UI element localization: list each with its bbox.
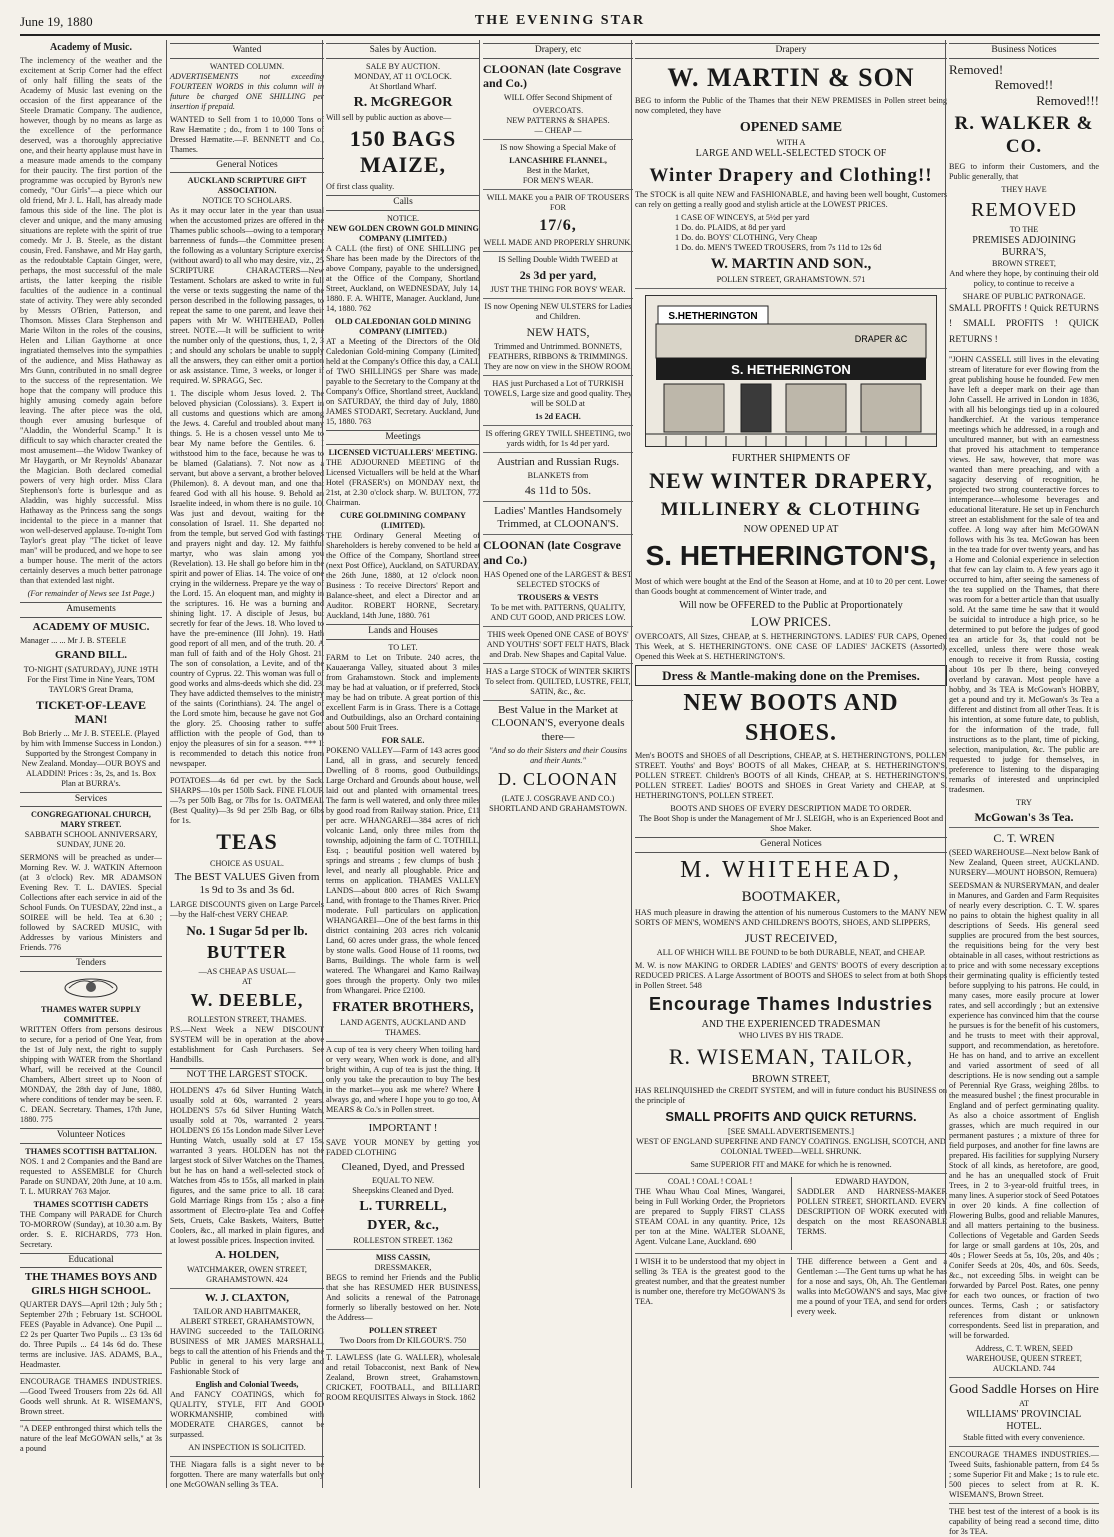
tradesman: AND THE EXPERIENCED TRADESMAN [701,1018,881,1030]
removed-3: Removed!!! [1036,93,1099,109]
frater-name: FRATER BROTHERS, [332,1000,474,1016]
removed-1: Removed! [949,61,1004,77]
low-prices: LOW PRICES. [751,613,831,629]
rugs: Austrian and Russian Rugs. [496,455,620,468]
share: SHARE OF PUBLIC PATRONAGE. [962,292,1086,302]
cure-title: CURE GOLDMINING COMPANY (LIMITED). [340,511,466,531]
overcoats: OVERCOATS. [532,105,584,115]
section-wanted: Wanted [170,43,324,59]
opened: HAS Opened one of the LARGEST & BEST SELECTED STOCKS of [484,569,632,589]
removed-big: REMOVED [971,198,1077,221]
wren-name: C. T. WREN [993,831,1055,846]
section-general-notices: General Notices [170,158,324,174]
important: IMPORTANT ! [368,1122,438,1135]
d-cloonan: D. CLOONAN [498,768,618,789]
coal-ad [635,1177,785,1250]
bottom-ads [635,1177,947,1250]
school-body: QUARTER DAYS—April 12th ; July 5th ; September 27th ; February 1st. SCHOOL FEES (Payable in Advance). One Pupil ... £2 2s per Quarter Two Pupils ... £3 13s 6d do. Three Pupils ... £4 14s 6d do. These terms are inclusive. JAS. ADAMS, B.A., Headmaster. [20,1299,162,1369]
winter-drapery: Winter Drapery and Clothing!! [649,164,933,186]
removed-2: Removed!! [994,77,1054,93]
haydon-body: SADDLER AND HARNESS-MAKER POLLEN STREET, SHORTLAND. EVERY DESCRIPTION OF WORK executed with despatch on the most REASONABLE TERMS. [797,1186,947,1236]
butter-title: BUTTER [206,941,288,962]
durable: ALL OF WHICH WILL BE FOUND to be both DURABLE, NEAT, and CHEAP. [656,947,926,957]
relinquished: HAS RELINQUISHED the CREDIT SYSTEM, and will in future conduct his BUSINESS on the principle of [635,1085,947,1105]
opened-same: OPENED SAME [739,120,843,136]
wanted-column-title: WANTED COLUMN. [209,61,285,71]
millinery: MILLINERY & CLOTHING [660,499,922,521]
maize: 150 BAGS MAIZE, [349,125,457,178]
stock-body: The STOCK is all quite NEW and FASHIONABLE, and having been well bought, Customers can rely on getting a really good and stylish article at the LOWEST PRICES. [635,189,947,209]
wren-body: SEEDSMAN & NURSERYMAN, and dealer in Manures, and Garden and Farm Requisites of nearly every description. C. T. W. spares no pains to obtain the highest quality in all descriptions of Seeds. His general seed supplies are procured from the best sources, the requisitions being for the very best obtainable in all cases, without restrictions as to price and with some necessary exceptions their germinating quality is efficiently tested before supplying to his patrons. He could, in many cases, more easily procure at lower rates, and sell accordingly ; but an extensive experience has convinced him that the course he pursues is for the benefit of his customers, and he trusts to meet with their approval, support, and recommendation, as heretofore. He has on hand, and to arrive an excellent and varied assortment of seed of all descriptions. He is now sending out a sample of Perennial Rye Grass, weighing 28lbs. to the measured bushel ; the finest procurable in England and of perfect germinating quality. As also a choice assortment of English grasses, which are much required in our permanent pastures ; a mixture of three for field purposes, and another for fine lawns are prepared. His facilities for supplying Nursery Stock of all kinds, as heretofore, are good, and he has an unequalled stock of Fruit Trees, in 2 to 3-year-old fruitful trees, in many lines. A superior stock of Seed Potatoes in over 20 kinds. A fine collection of Flowering Bulbs, good and reliable Manures, and all matters pertaining to the business. Collections of Vegetable and Garden Seeds for large or small gardens at 10s, 20s, and 40s ; Flower Seeds at 5s, 10s, 20s, and 40s ; Conifer Seeds at 20s, 40s, and 60s. Seeds, &c., not exceeding 5lbs. in weight can be forwarded by Parcel Post. Rates, one penny for each two ounces, or fraction of two ounces. Terms, Cash ; or satisfactory references from distant or unknown correspondents. Seed list in preparation, and will be forwarded. [949,881,1099,1341]
cloonan-header-2: CLOONAN (late Cosgrave and Co.) [483,538,621,568]
stock-list [635,213,947,253]
ticket-title: TICKET-OF-LEAVE MAN! [35,697,147,727]
encourage-ad-2: ENCOURAGE THAMES INDUSTRIES.—Tweed Suits, fashionable pattern, from £4 5s ; some Superior Fit and Make ; 1s to rule etc. 500 pieces to select from at R. K. WISEMAN'S, Brown Street. [949,1450,1099,1500]
discounts: LARGE DISCOUNTS given on Large Parcels—by the Half-chest VERY CHEAP. [170,899,324,919]
sale-advert: SALE BY AUCTION. [365,61,441,71]
showing: IS now Showing a Special Make of [500,142,616,152]
provisions-ad: POTATOES—4s 6d per cwt. by the Sack. SHARPS—10s per 150lb Sack. FINE FLOUR—7s per 50lb Bag, or 7lbs for 1s. OATMEAL (Best Quality)—3s 9d per 25lb Bag, or 6lbs for 1s. [170,776,324,826]
difference-ad: THE difference between a Gent and a Gentleman :—The Gent turns up what he has for a nose and says, Oh, Ah. The Gentleman walks into McGOWAN'S and says, Mac give me a pound of your TEA, and send for orders every week. [791,1257,947,1317]
try-label: TRY [1016,797,1032,807]
cleaned-dyed: Cleaned, Dyed, and Pressed [341,1160,465,1173]
caledonian-body: AT a Meeting of the Directors of the Old Caledonian Gold-mining Company (Limited) held at the Company's Office this day, a CALL of TWO SHILLINGS per Share was made, payable to the Secretary to the Company at the Company's Office, Shortland street, Auckland, on SATURDAY, the third day of July, 1880. JAMES STODART, Secretary. Auckland, June 15, 1880. 763 [326,336,480,426]
scripture-body: As it may occur later in the year than usual when the accustomed prizes are offered in the Thames public schools—owing to a temporary barrenness of funds—the Committee present the following as a voluntary Scripture exercise (without award) to all who may desire, viz., 25 SCRIPTURE CHARACTERS—New Testament. Scholars are asked to write in full the verse or texts suggesting the name of the person described in the following passages, to repeat the same to one parent, and leave their papers with Mr W. WHITEHEAD, Pollen street. NOTE.—It will be sufficient to write the number only of the questions, thus, 1, 2, 3 ; and should any scholars be unable to supply all the answers, they can either omit a portion or ask assistance. Time, 3 weeks, or longer if required. W. SPRAGG, Sec. [170,206,324,386]
church-title: CONGREGATIONAL CHURCH, MARY STREET. [31,810,151,830]
boot-shop: The Boot Shop is under the Management of Mr J. SLEIGH, who is an Experienced Boot and Shoe Maker. [638,814,944,833]
skirts: HAS a Large STOCK of WINTER SKIRTS To select from. QUILTED, LUSTRE, FELT, SATIN, &c., &c. [485,666,631,696]
column-5 [631,40,950,1488]
section-drapery: Drapery [635,43,947,59]
column-4 [479,40,636,1488]
save-money: SAVE YOUR MONEY by getting you FADED CLOTHING [326,1137,480,1157]
shop-sign-main: S. HETHERINGTON [731,362,851,378]
lawless-ad: T. LAWLESS (late G. WALLER), wholesale and retail Tobacconist, next Bank of New Zealand, Brown street, Grahamstown. CRICKET, FOOTBALL, and BILLIARD ROOM REQUISITES Always in Stock. 1862 [326,1353,480,1403]
shop-engraving [645,295,937,447]
walker-name: R. WALKER & CO. [954,113,1094,158]
well-made: WELL MADE AND PROPERLY SHRUNK. [483,238,633,248]
section-amusements: Amusements [20,602,162,618]
wren-intro: (SEED WAREHOUSE—Next below Bank of New Zealand, Queen street, AUCKLAND. NURSERY—MOUNT HOBSON, Remuera) [949,848,1099,878]
stock-item: 1 Do. do. PLAIDS, at 8d per yard [675,222,786,232]
they-have: THEY HAVE [1001,184,1047,194]
dressmaking: Dress & Mantle-making done on the Premises. [635,665,947,687]
turrell-name: L. TURRELL, [359,1198,447,1214]
mens-wear: FOR MEN'S WEAR. [522,175,594,185]
not-largest: NOT THE LARGEST STOCK. [170,1068,324,1084]
cassin-address-sub: Two Doors from Dr KILGOUR'S. 750 [339,1336,467,1346]
boots-title: NEW BOOTS AND SHOES. [683,690,899,746]
cloonan-header: CLOONAN (late Cosgrave and Co.) [483,61,621,91]
section-drapery-etc: Drapery, etc [483,43,633,59]
golden-crown-body: A CALL (the first) of ONE SHILLING per Share has been made by the Directors of the above Company, payable to the undersigned, at the Office of the Company, Shortland Street, Auckland, on WEDNESDAY, July 14, 1880. F. A. WHITE, Manager. Auckland, June 14, 1880. 762 [326,243,480,313]
mcgowans-tea: McGowan's 3s Tea. [974,809,1074,824]
article-heading: Academy of Music. [50,42,132,53]
hetherington-body: Most of which were bought at the End of the Season at Home, and at 10 to 20 per cent. Lower than Goods bought at commencement of Winter trade, and [635,576,947,596]
article-body: The inclemency of the weather and the excitement at Scrip Corner had the effect of only half filling the seats of the Academy of Music last evening on the occasion of the first appearance of the Steele Dramatic Company. The audience, however, though by no means as large as the excellence of the performance deserved, was a thoroughly appreciative one, and their hearty applause must have in a measure made amends to the company for their paucity. The first portion of the programme was occupied by Byron's new comedy, "Our Girls"—a piece which our old friend, Mr J. L. Hall, has already made famous this side of the line. The plot is clever and unique, and the many amusing situations are replete with the spirit of true comedy. Mr J. B. Steele, as the distant cousin, Fred. Fanshawe, and Mr Hay garth, as the redoubtable Captain Ginger, were, perhaps, the most successful of the male artists, the latter keeping the risible faculties of the audience in a continual state of activity. They were ably seconded by Messrs O'Brien, Patterson, and Thomson. Misses Clara Stephenson and Marie Wilton in the roles of the cousins, Helen and Lilian Gaythorne at once ingratiated themselves into the sympathies of the audience, and Miss Hathaway as Mrs Gunn, contributed in no small degree to the success of the representation. We hope that the company will produce this highly amusing comedy again before leaving. The after piece was the old, though ever amusing burlesque of "Aladdin, the Wonderful Scamp." It is difficult to say which character created the most amusement—the Widow Twankey of Mr Haygarth, or Mr Reynolds' Abanazar the Magician. Both declared comedial powers of very high order. Miss Clara Stephenson's forte is burlesque and as Aladdin, was highly successful. Miss Hathaway as the Princess sang the songs incidental to the piece in a manner that won well-deserved applause. To-night Tom Taylor's great play "The ticket of leave man" will be produced, and we hope to see a bumper house. The merit of the actors certainly deserves a much better patronage than that extended last night. [20,56,162,586]
section-sales: Sales by Auction. [326,43,480,59]
at-label: AT [241,976,252,986]
victuallers-body: THE ADJOURNED MEETING of the Licensed Victuallers will be held at the Wharf Hotel (FRASER's) on MONDAY next, the 21st, at 2.30 o'clock sharp. W. BULTON, 772 Chairman. [326,458,480,508]
martin-address: POLLEN STREET, GRAHAMSTOWN. 571 [716,275,866,285]
stock-item: 1 Do. do. MEN'S TWEED TROUSERS, from 7s 11d to 12s 6d [675,242,882,252]
for-sale: FOR SALE. [381,736,425,746]
sheeting: IS offering GREY TWILL SHEETING, two yards width, for 1s 4d per yard. [485,428,631,448]
flannel: LANCASHIRE FLANNEL, [509,155,607,165]
test-ad: THE best test of the interest of a book is its capability of being read a second time, ditto for 3s TEA. [949,1507,1099,1537]
butter-sub: —AS CHEAP AS USUAL— [198,966,296,976]
wish-ad: I WISH it to be understood that my object in selling 3s TEA is the greatest good to the greatest number, and that the greatest number is number one, therefore try McGOWAN'S 3s TEA. [635,1256,785,1306]
sale-place: At Shortland Wharf. [369,81,437,91]
williams-hotel: WILLIAMS' PROVINCIAL HOTEL. [966,1408,1082,1433]
cassin-address: POLLEN STREET [368,1326,438,1336]
claxton-body: HAVING succeeded to the TAILORING BUSINESS of MR JAMES MARSHALL, begs to call the attention of his Friends and the Public in general to his very large and Fashionable Stock of [170,1326,324,1376]
trousers-price: 17/6, [539,216,577,234]
lives-by-trade: WHO LIVES BY HIS TRADE. [738,1030,844,1040]
tea-ads [635,1257,947,1320]
turrell-address: ROLLESTON STREET. 1362 [353,1236,453,1246]
stable: Stable fitted with every convenience. [963,1433,1085,1443]
cassin-title: DRESSMAKER, [374,1263,432,1273]
trousers: WILL MAKE you a PAIR OF TROUSERS FOR [486,192,630,212]
hetherington-title: S. HETHERINGTON'S, [645,540,937,572]
column-1 [20,40,165,1488]
cadets-body: THE Company will PARADE for Church TO-MORROW (Sunday), at 10.30 a.m. By order. S. E. RICHARDS, 773 Hon. Secretary. [20,1209,162,1249]
tonight-line: TO-NIGHT (SATURDAY), JUNE 19TH For the First Time in Nine Years, TOM TAYLOR'S Great Drama, [23,664,159,694]
bootmaker: BOOTMAKER, [741,888,841,905]
tweeds: English and Colonial Tweeds, [195,1379,299,1389]
tweed: IS Selling Double Width TWEED at [498,255,618,265]
large-stock: LARGE AND WELL-SELECTED STOCK OF [695,148,887,160]
haydon-ad [791,1177,947,1250]
golden-crown-title: NEW GOLDEN CROWN GOLD MINING COMPANY (LIMITED.) [327,223,479,243]
premises: PREMISES ADJOINING [972,234,1076,246]
stock-item: 1 Do. do. BOYS' CLOTHING, Very Cheap [675,232,818,242]
claxton-name: W. J. CLAXTON, [204,1291,290,1304]
holden-body: HOLDEN'S 47s 6d Silver Hunting Watch, usually sold at 60s, warranted 2 years. HOLDEN'S 57s 6d Silver Hunting Watch, usually sold at 70s, warranted 2 years. HOLDEN'S £6 15s London made Silver Lever Hunting Watch, usually sold at £7 15s, warranted 3 years. HOLDEN has not the largest stock of Silver Watches on the Thames, but he has on hand a well-selected stock of Watches from 45s to 155s, all marked in plain figures, and the same price to all. 18 carat Gold Marriage Rings from 15s ; also a fine assortment of Electro-plate Tea and Coffee Sets, Cruets, Cake Baskets, Waiters, Butter Coolers, &c., all marked in plain figures, and at lowest possible prices. Inspection invited. [170,1086,324,1246]
scholars-title: NOTICE TO SCHOLARS. [202,196,292,206]
ulsters: IS now Opening NEW ULSTERS for Ladies and Children. [484,301,632,321]
tweed-price: 2s 3d per yard, [519,268,597,283]
shop-sign-draper: DRAPER &C [854,334,908,345]
walker-body: BEG to inform their Customers, and the Public generally, that [949,161,1099,181]
wiseman-name: R. WISEMAN, TAILOR, [668,1043,914,1069]
wanted-terms: ADVERTISEMENTS not exceeding FOURTEEN WORDS in this column will in future be charged ONE SHILLING per insertion if prepaid. [170,71,324,111]
hope: And where they hope, by continuing their old policy, to continue to receive a [949,269,1099,289]
battalion-body: NOS. 1 and 2 Companies and the Band are requested to ASSEMBLE for Church Parade on SUNDAY, 20th June, at 10 a.m. T. L. MURRAY 763 Major. [20,1156,162,1196]
issue-date: June 19, 1880 [20,14,93,29]
manager-line: Manager ... ... Mr J. B. STEELE [20,636,126,646]
deeble-ps: P.S.—Next Week a NEW DISCOUNT SYSTEM will be in operation at the above establishment for Cash Purchasers. See Handbills. [170,1024,324,1064]
superior-fit: Same SUPERIOR FIT and MAKE for which he is renowned. [690,1159,892,1169]
crest-image [20,976,162,1001]
first-class: Of first class quality. [326,182,395,192]
claxton-body2: And FANCY COATINGS, which for QUALITY, STYLE, FIT And GOOD WORKMANSHIP, combined with MODERATE CHARGES, cannot be surpassed. [170,1389,324,1439]
section-calls: Calls [326,195,480,211]
deeble-address: ROLLESTON STREET, THAMES. [187,1014,307,1024]
to-the: TO THE [1009,224,1039,234]
cassell-article: "JOHN CASSELL still lives in the elevating stream of literature for ever flowing from the great publishing house he founded. Few men have left a deeper mark on their age than John Cassell. He arrived in London in 1836, with all his belongings tied up in a coloured handkerchief. At the various temperance meetings which he addressed, in a rough and uncultured manner, but with an earnestness that proved his attachment to temperance views. He saw, however, that more was wanted than mere preaching, and with a sagacity deserving of recognition, he projected two strong counteractive forces to intemperance—wholesome beverages and educational literature. He set up in Fenchurch street an establishment for the sale of tea and coffee. A long way after him McGOWAN follows with his 3s tea. McGowan has been in the tea trade for over twenty years, and has a Home and Colonial experience in selection that few can lay claim to. A few years ago it occurred to him, after seeing the sameness of the tea supplied on the Thames, that there was room for a better article than that usually sold. At the same time he saw that it would be suicidal to introduce a high price, so he determined to put before the judges of good tea an article for 3s, that could not be excelled, unless there were those weak enough to receive it from Russia, costing about 10s per lb there, being conveyed overland by caravan. Most people have a hobby, and 3s TEA is McGowan's HOBBY, get a pound and try it. McGowan's 3s Tea a different and distinct from all other Teas. It is his intention, at some future date, to publish, for the information of the trade, full instructions as to the plant, time of picking, selection, manipulation, &c. The public are requested to judge for themselves, in preference to listening to the disparaging remarks of interested and unprincipled tradesmen. [949,354,1099,794]
coal-title: COAL ! COAL ! COAL ! [667,1176,753,1186]
scripture-list: 1. The disciple whom Jesus loved. 2. The beloved physician (Colossians). 3. Expert in all customs and questions which are among the Jews. 4. Careful and troubled about many things. 5. He is a chosen vessel unto Me to bear My name before the Gentiles. 6. I withstood him to the face, because he was to be blamed (Galatians). 7. Not now as a servant, but above a servant, a brother beloved (Philemon). 8. A devout man, and one that feared God with all his house. 9. Behold an Israelite indeed, in whom there is no guile. 10. Was just and devout, waiting for the consolation of Israel. 11. She departed not from the temple, but served God with fastings and prayers night and day. 12. My faithful martyr, who was slain among you (Revelation). 13. He shall go before him in the spirit and power of Elias. 14. The voice of one crying in the wilderness. Prepare ye the way of the Lord. 15. An eloquent man, and mighty in the scriptures. 16. He was a burning and shining light. 17. A disciple of Jesus, but secretly for fear of the Jews. 18. Who loved to have the pre-eminence (III John). 19. Hath good report of all men, and of the truth. 20. A man full of faith and of the Holy Ghost. 21. The son of consolation, a Levite, and of the country of Cyprus. 22. This woman was full of good works and alms-deeds which she did. 23. They have addicted themselves to the ministry of the saints (Corinthians). 24. The angel of the Lord smote him, because he gave not God the glory. 25. Choosing rather to suffer affliction with the people of God, than to enjoy the pleasures of sin for a season. *** It is recommended to detach this notice from newspaper. [170,389,324,769]
best-values: The BEST VALUES Given from 1s 9d to 3s and 3s 6d. [174,870,320,897]
academy-title: ACADEMY OF MUSIC. [32,620,150,633]
whitehead-name: M. WHITEHEAD, [680,856,902,883]
new-winter-drapery: NEW WINTER DRAPERY, [649,468,933,494]
saddle-horses: Good Saddle Horses on Hire [949,1381,1099,1397]
wiseman-street: BROWN STREET, [751,1073,831,1085]
turrell-dyer: DYER, &c., [367,1218,439,1234]
cassin-name: MISS CASSIN, [375,1253,431,1263]
at-label-2: AT [1018,1398,1029,1408]
battalion-title: THAMES SCOTTISH BATTALION. [25,1146,157,1156]
cassin-body: BEGS to remind her Friends and the Public that she has RESUMED HER BUSINESS, And solicits a renewal of the Patronage formerly so liberally bestowed on her. Note the Address— [326,1273,480,1323]
sugar-price: No. 1 Sugar 5d per lb. [186,922,308,938]
mantles: Ladies' Mantles Handsomely Trimmed, at CLOONAN'S. [494,504,622,531]
martin-name: W. MARTIN AND SON., [710,255,872,272]
will-offer: WILL Offer Second Shipment of [503,92,613,102]
boys-wear: JUST THE THING FOR BOYS' WEAR. [490,284,626,294]
teas-sub: CHOICE AS USUAL. [210,858,284,868]
every-description: BOOTS AND SHOES OF EVERY DESCRIPTION MADE TO ORDER. [670,804,912,813]
section-services: Services [20,792,162,808]
auction-body: Will sell by public auction as above— [326,112,452,122]
equal-new: EQUAL TO NEW. [371,1175,435,1185]
brown-street: BROWN STREET, [992,259,1056,269]
stock-item: 1 CASE OF WINCEYS, at 5½d per yard [675,212,810,222]
now-opened: NOW OPENED UP AT [743,524,839,536]
vests-body: To be met with. PATTERNS, QUALITY, AND CUT GOOD, AND PRICES LOW. [490,602,626,622]
inspection: AN INSPECTION IS SOLICITED. [188,1442,306,1452]
claxton-title: TAILOR AND HABITMAKER, [193,1306,301,1316]
water-body: WRITTEN Offers from persons desirous to secure, for a period of One Year, from the 1st of July next, the right to supply shipping with WATER from the Shortland Wharf, will be received at the Council Chambers, Albert street up to Noon of MONDAY, the 28th day of June, 1880, where conditions of tender may be seen. F. C. DEAN. Secretary. Thames, 17th June, 1880. 775 [20,1024,162,1124]
column-6 [945,40,1102,1537]
whitehead-body-2: M. W. is now MAKING to ORDER LADIES' and GENTS' BOOTS of every description at REDUCED PRICES. A Large Assortment of BOOTS and SHOES to select from at both Shops in Pollen Street. 548 [635,960,947,990]
grand-bill: GRAND BILL. [54,649,128,662]
coatings: WEST OF ENGLAND SUPERFINE AND FANCY COATINGS. ENGLISH, SCOTCH, AND COLONIAL TWEED—WELL SHRUNK. [636,1136,946,1156]
coal-body: THE Whau Whau Coal Mines, Wangarei, being in Full Working Order, the Proprietors are prepared to Supply FIRST CLASS STEAM COAL in any quantity. Price, 12s per ton at the Mine. WALTER SLOANE, Agent. Vulcane Lane, Auckland. 690 [635,1186,785,1246]
section-lands: Lands and Houses [326,624,480,640]
scripture-title: AUCKLAND SCRIPTURE GIFT ASSOCIATION. [187,176,307,196]
paper-title: THE EVENING STAR [474,13,646,28]
wanted-ad: WANTED to Sell from 1 to 10,000 Tons of Raw Hæmatite ; do., from 1 to 100 Tons of Dressed Hæmatite.—F. BENNETT and Co., Thames. [170,114,324,154]
claxton-address: ALBERT STREET, GRAHAMSTOWN, [179,1316,315,1326]
masthead [20,12,1100,36]
caledonian-title: OLD CALEDONIAN GOLD MINING COMPANY (LIMITED.) [334,316,472,336]
teas-title: TEAS [216,829,278,855]
sheepskins: Sheepskins Cleaned and Dyed. [352,1185,454,1195]
small-profits-2: SMALL PROFITS ! Quick RETURNS ! SMALL PROFITS ! QUICK RETURNS ! [949,304,1099,345]
section-tenders: Tenders [20,956,162,972]
towels: HAS just Purchased a Lot of TURKISH TOWELS, Large size and good quality. They will be SOLD at [483,378,633,408]
best-value: Best Value in the Market at CLOONAN'S, everyone deals there— [491,703,625,743]
sale-time: MONDAY, AT 11 O'CLOCK. [354,71,452,81]
whitehead-body: HAS much pleasure in drawing the attention of his numerous Customers to the MANY NEW SORTS OF MEN'S, WOMEN'S AND CHILDREN'S BOOTS, SHOES, AND SLIPPERS, [635,908,947,928]
small-profits: SMALL PROFITS AND QUICK RETURNS. [665,1108,917,1124]
niagara-ad: THE Niagara falls is a sight never to be forgotten. There are many waterfalls but only one McGOWAN selling 3s TEA. [170,1459,324,1489]
sisters: "And so do their Sisters and their Cousins and their Aunts." [489,745,627,765]
wren-address: Address, C. T. WREN, SEED WAREHOUSE, QUEEN STREET, AUCKLAND. 744 [966,1344,1082,1374]
late-cosgrave: (LATE J. COSGRAVE AND CO.) [501,793,615,803]
burras: BURRA'S, [1001,247,1047,259]
hetherington-list: OVERCOATS, All Sizes, CHEAP, at S. HETHERINGTON'S. LADIES' FUR CAPS, Opened This Week, at S. HETHERINGTON'S. ONE CASE OF LADIES' JACKETS (Assorted), Opened this Week at S. HETHERINGTON'S. [635,631,947,661]
sale-body: POKENO VALLEY—Farm of 143 acres good Land, all in grass, and securely fenced. Dwelling of 8 rooms, good Outbuildings, Large Orchard and Grounds about house, well laid out and planted with ornamental trees. The farm is well watered, and only three miles by good road from Railway station. Price, £11 per acre. WHANGAREI—384 acres of rich volcanic Land, only three miles from the township, adjoining the farm of C. TOTHILL, Esq. ; beautiful position well watered by springs and streams ; few clumps of bush ; level, and nearly all ploughable. Price and terms on application. THAMES VALLEY LANDS—about 800 acres of Rich Swamp Land, with frontage to the Thames River. Price moderate. Full particulars on application. WHANGAREI—One of the best farms in this district containing 203 acres rich volcanic Land, 60 acres under grass, the whole fenced by stone walls. Good House of 11 rooms, two Barns, Buildings. The whole farm is well watered. The Whangarei and Kamo Railway goes through the property. Only two miles from Whangarei. Price £2100. [326,746,480,996]
blankets-price: 4s 11d to 50s. [524,483,592,497]
new-patterns: NEW PATTERNS & SHAPES. [506,115,610,125]
tea-ad: "A DEEP enthronged thirst which tells the nature of the leaf McGOWAN sells," at 3s a pound [20,1423,162,1453]
cure-body: THE Ordinary General Meeting of Shareholders is hereby convened to be held at the Office of the Company, Shortland street (next Post Office), Auckland, on SATURDAY, the 26th June, 1880, at 12 o'clock noon. Business : To receive Directors' Report and Balance-sheet, and elect a Director and an Auditor. ROBERT HORNE, Secretary. Auckland, 14th June, 1880. 761 [326,531,480,621]
section-educational: Educational [20,1253,162,1269]
notice-title: NOTICE. [386,213,420,223]
auctioneer: R. McGREGOR [353,94,453,110]
see-small: [SEE SMALL ADVERTISEMENTS.] [728,1126,854,1136]
hats-body: Trimmed and Untrimmed. BONNETS, FEATHERS, RIBBONS & TRIMMINGS. They are now on view in the SHOW ROOM. [483,341,633,371]
column-2 [166,40,327,1488]
martin-intro: BEG to inform the Public of the Thames that their NEW PREMISES in Pollen street being now completed, they have [635,96,947,116]
to-let: TO LET. [388,643,418,653]
encourage-ad: ENCOURAGE THAMES INDUSTRIES.—Good Tweed Trousers from 22s 6d. All Goods well shrunk. At R. WISEMAN'S, Brown street. [20,1376,162,1416]
sabbath-line: SABBATH SCHOOL ANNIVERSARY, SUNDAY, JUNE 20. [24,830,158,850]
cadets-title: THAMES SCOTTISH CADETS [33,1199,149,1209]
blankets: BLANKETS from [527,471,589,480]
deeble-name: W. DEEBLE, [190,989,304,1010]
boots-body: Men's BOOTS and SHOES of all Descriptions, CHEAP, at S. HETHERINGTON'S, POLLEN STREET. Youths' and Boys' BOOTS of all Makes, CHEAP, at S. HETHERINGTON'S, POLLEN STREET. Children's BOOTS of all Kinds, CHEAP, at S. HETHERINGTON'S, POLLEN STREET. Ladies' BOOTS and SHOES in Great Variety and CHEAP, at S. HETHERINGTON'S, POLLEN STREET. [635,751,947,800]
haydon-name: EDWARD HAYDON, [835,1176,909,1186]
section-meetings: Meetings [326,430,480,446]
column-3 [322,40,483,1488]
holden-name: A. HOLDEN, [215,1249,279,1262]
shortland: SHORTLAND AND GRAHAMSTOWN. [489,803,627,813]
victuallers-title: LICENSED VICTUALLERS' MEETING. [328,448,478,458]
farm-body: FARM to Let on Tribute. 240 acres, the Kauaeranga Valley, situated about 3 miles from Grahamstown. Stock and implements may be had at valuation, or if preferred, Stock may be had on tribute. A great portion of this excellent Farm is in Grass. There is a Cottage and Outbuildings, also an Orchard containing about 500 Fruit Trees. [326,653,480,733]
just-received: JUST RECEIVED, [744,931,838,946]
frater-sub: LAND AGENTS, AUCKLAND AND THAMES. [340,1018,466,1038]
shop-sign-top: S.HETHERINGTON [668,311,758,323]
vests: TROUSERS & VESTS [517,592,599,602]
school-title: THE THAMES BOYS AND GIRLS HIGH SCHOOL. [24,1271,158,1297]
with-label: WITH A [776,138,806,148]
section-business: Business Notices [949,43,1099,59]
martin-title: W. MARTIN & SON [667,62,915,92]
news-note: (For remainder of News see 1st Page.) [27,589,155,599]
cast-text: Bob Brierly ... Mr J. B. STEELE. (Played by him with Immense Success in London.) Supported by the Strongest Company in New Zealand. Monday—OUR BOYS and ALADDIN! Prices : 3s, 2s, and 1s. Box Plan at BURRA's. [20,728,162,788]
further-shipments: FURTHER SHIPMENTS OF [731,453,851,465]
cheap-label: — CHEAP — [534,125,582,135]
holden-address: WATCHMAKER, OWEN STREET, GRAHAMSTOWN. 424 [187,1264,307,1284]
offered: Will now be OFFERED to the Public at Proportionately [679,599,903,611]
water-title: THAMES WATER SUPPLY COMMITTEE. [41,1004,141,1024]
section-volunteer: Volunteer Notices [20,1128,162,1144]
new-hats: NEW HATS, [526,324,590,339]
encourage-title: Encourage Thames Industries [648,993,934,1014]
felt-hats: THIS week Opened ONE CASE of BOYS' AND YOUTHS' SOFT FELT HATS, Black and Drab. New Shapes and Capital Value. [486,629,630,659]
tea-poem: A cup of tea is very cheery When toiling hard or very weary, When work is done, and all's bright within, A cup of tea is just the thing. If only you take the precaution to buy The best in the market—you ask me where? Where I always go, and where I hope you to go too, At MEARS & Co.'s in Pollen street. [326,1045,480,1115]
sermons-text: SERMONS will be preached as under— Morning Rev. W. J. WATKIN Afternoon (at 3 o'clock) Rev. MR ADAMSON Evening Rev. T. L. DAVIES. Special Collections after each service in aid of the School Funds. On TUESDAY, 22nd inst., a SOIREE will be held. Tea at 6.30 ; followed by SACRED MUSIC, with Addresses by various Ministers and Friends. 776 [20,853,162,953]
best-market: Best in the Market, [526,165,590,175]
section-general-notices-2: General Notices [635,837,947,853]
towels-price: 1s 2d EACH. [535,411,581,421]
